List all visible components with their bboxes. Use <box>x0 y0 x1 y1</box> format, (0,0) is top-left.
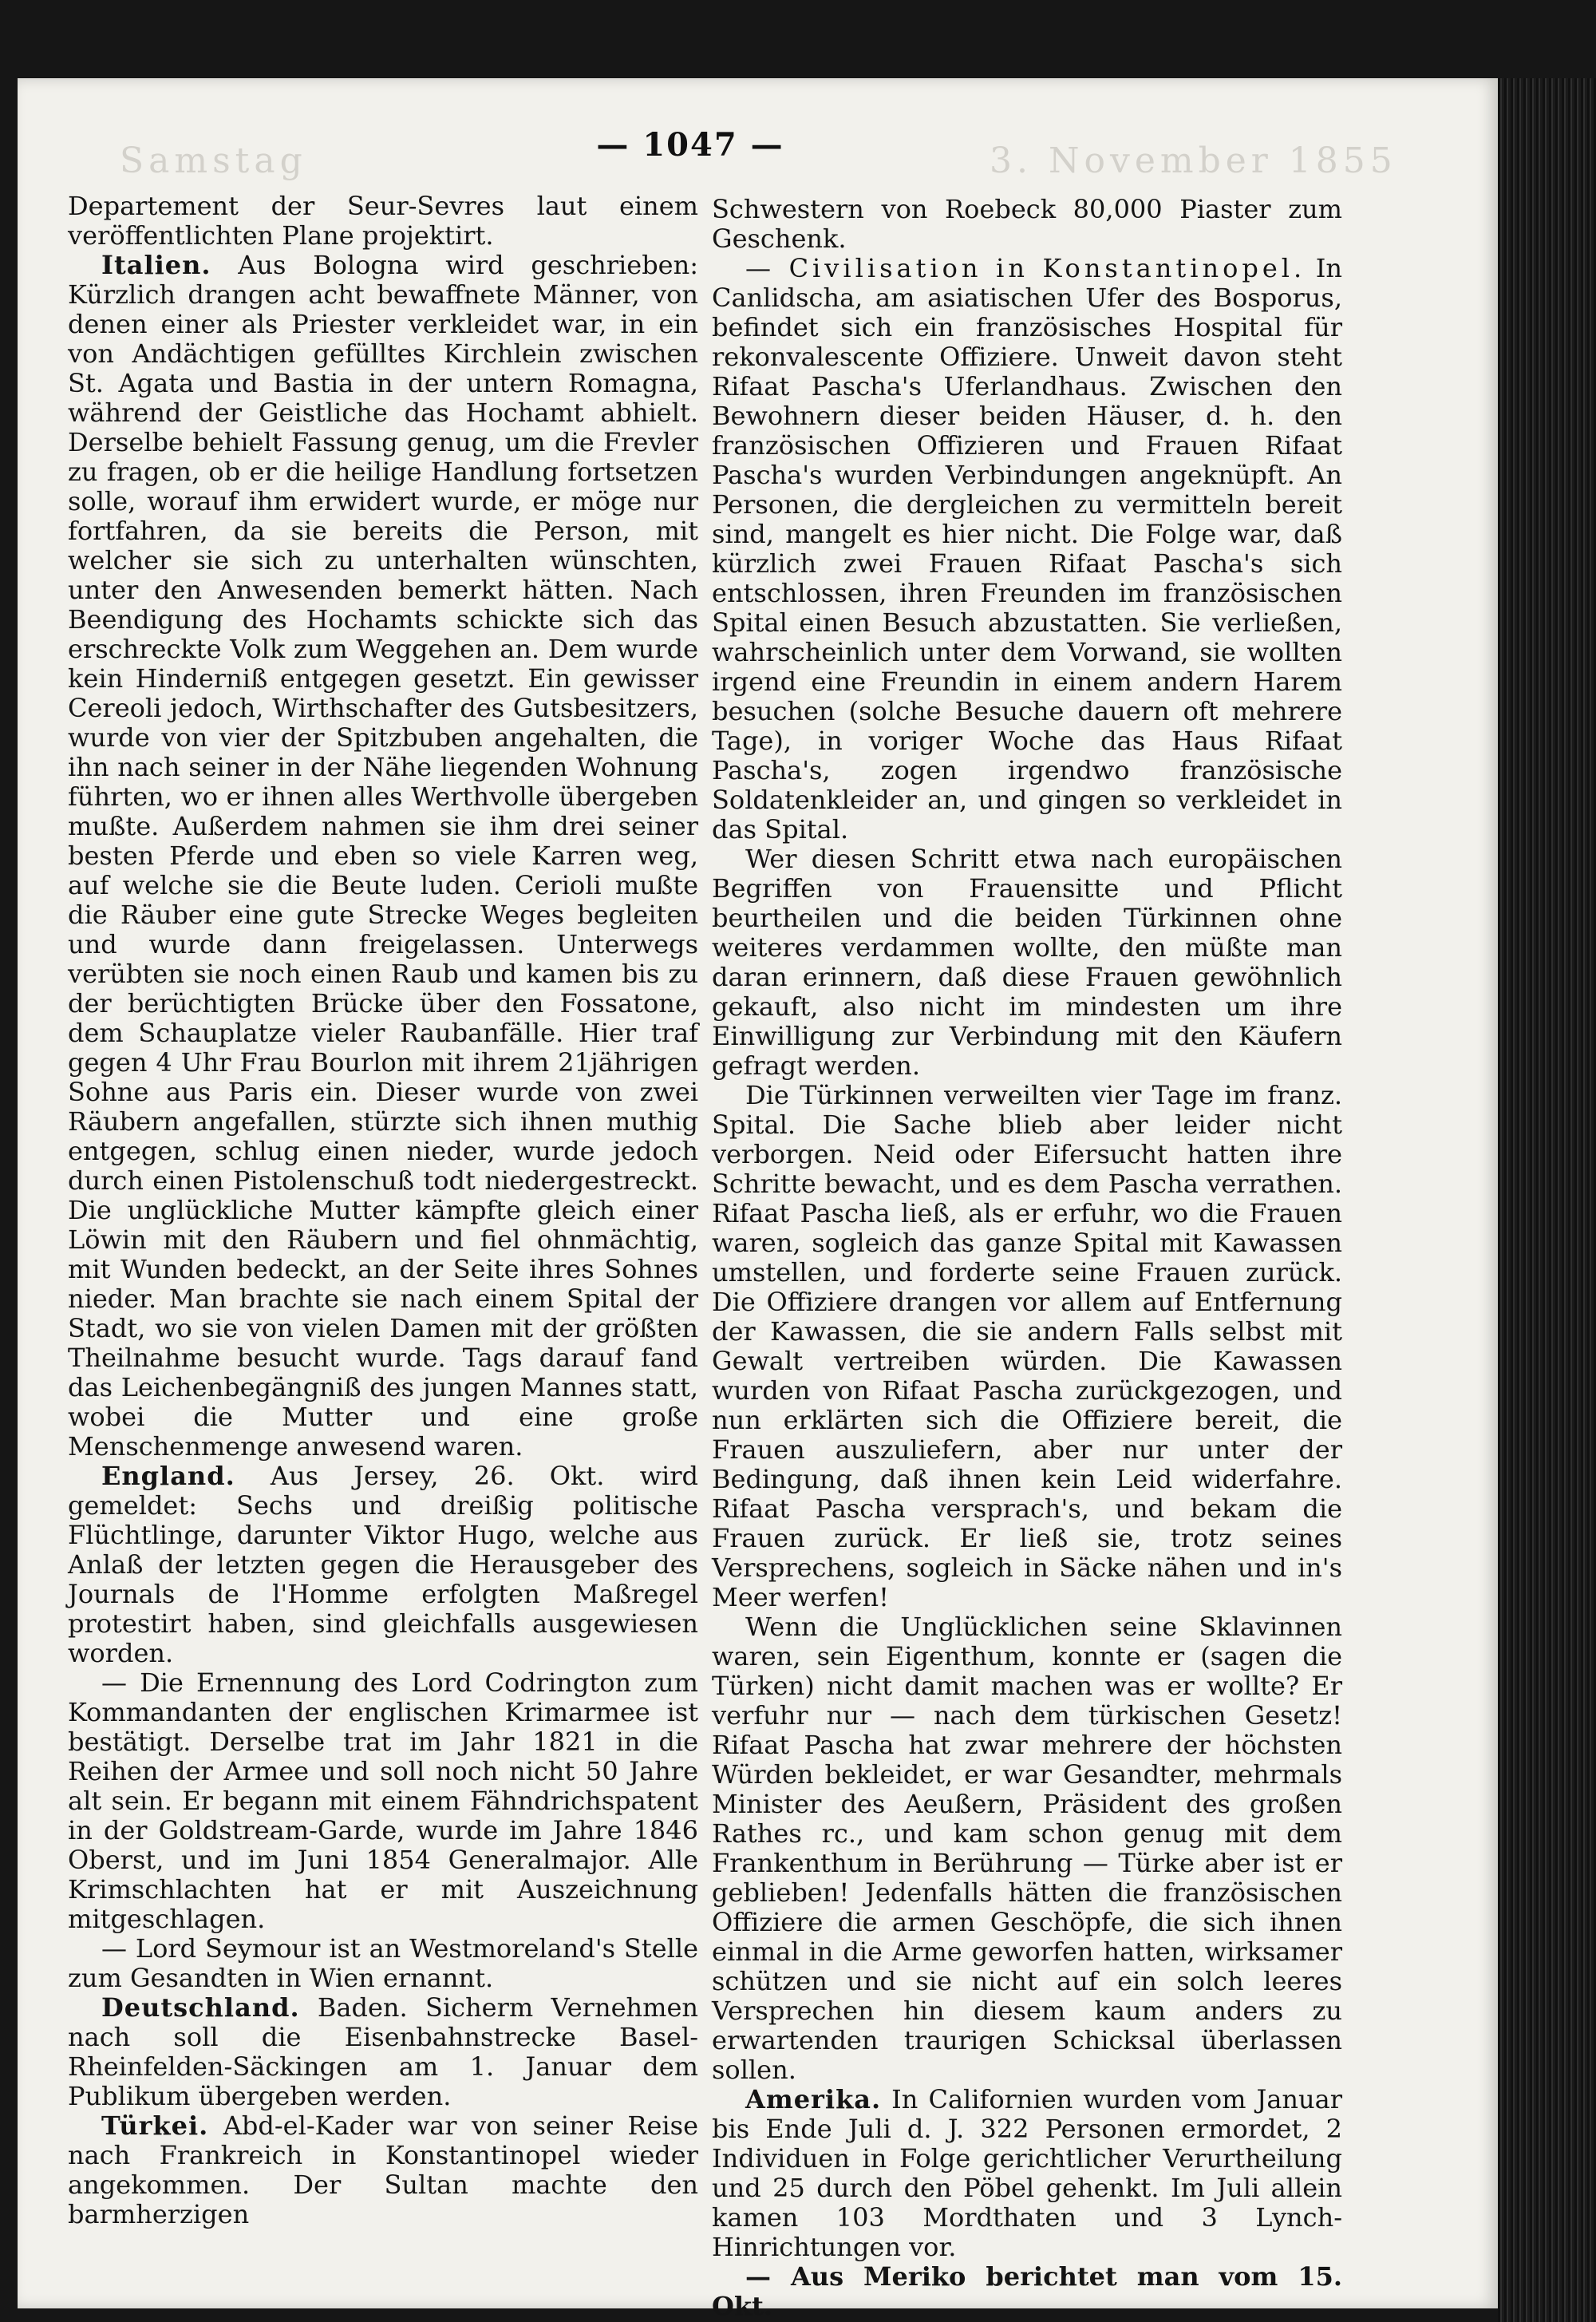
paragraph: Die Türkinnen verweilten vier Tage im franz. Spital. Die Sache blieb aber leider nicht verborgen. Neid oder Eifersucht hatten ihre Schritte bewacht, und es dem Pascha verrathen. Rifaat Pascha ließ, als er erfuhr, wo die Frauen waren, sogleich das ganze Spital mit Kawassen umstellen, und forderte seine Frauen zurück. Die Offiziere drangen vor allem auf Entfernung der Kawassen, die sie andern Falls selbst mit Gewalt vertreiben würden. Die Kawassen wurden von Rifaat Pascha zurückgezogen, und nun erklärten sich die Offiziere bereit, die Frauen auszuliefern, aber nur unter der Bedingung, daß ihnen kein Leid widerfahre. Rifaat Pascha versprach's, und bekam die Frauen zurück. Er ließ sie, trotz seines Versprechens, sogleich in Säcke nähen und in's Meer werfen! <box>712 1080 1342 1612</box>
article-england <box>68 1462 698 1668</box>
paragraph: — Aus Meriko berichtet man vom 15. Okt. <box>712 2261 1342 2321</box>
article-civilisation <box>712 254 1342 845</box>
right-column <box>712 195 1342 2321</box>
article-text: In Canlidscha, am asiatischen Ufer des Bosporus, befindet sich ein französisches Hospital für rekonvalescente Offiziere. Unweit davon steht Rifaat Pascha's Uferlandhaus. Zwischen den Bewohnern dieser beiden Häuser, d. h. den französischen Offizieren und Frauen Rifaat Pascha's wurden Verbindungen angeknüpft. An Personen, die dergleichen zu vermitteln bereit sind, mangelt es hier nicht. Die Folge war, daß kürzlich zwei Frauen Rifaat Pascha's sich entschlossen, ihren Freunden im französischen Spital einen Besuch abzustatten. Sie verließen, wahrscheinlich unter dem Vorwand, sie wollten irgend eine Freundin in einem andern Harem besuchen (solche Besuche dauern oft mehrere Tage), in voriger Woche das Haus Rifaat Pascha's, zogen irgendwo französische Soldatenkleider an, und gingen so verkleidet in das Spital. <box>712 253 1342 845</box>
article-text: Abd-el-Kader war von seiner Reise nach Frankreich in Konstantinopel wieder angekommen. Der Sultan machte den barmherzigen <box>68 2110 698 2229</box>
section-heading-deutschland: Deutschland. <box>101 1992 300 2023</box>
paragraph: — Lord Seymour ist an Westmoreland's Stelle zum Gesandten in Wien ernannt. <box>68 1933 698 1993</box>
bleed-through-text-right: 3. November 1855 <box>990 140 1397 181</box>
article-text: Baden. Sicherm Vernehmen nach soll die Eisenbahnstrecke Basel-Rheinfelden-Säckingen am 1. Januar dem Publikum übergeben werden. <box>68 1992 698 2111</box>
section-heading-civilisation: — Civilisation in Konstantinopel. <box>745 253 1306 283</box>
paragraph: Wer diesen Schritt etwa nach europäischen Begriffen von Frauensitte und Pflicht beurtheilen und die beiden Türkinnen ohne weiteres verdammen wollte, den müßte man daran erinnern, daß diese Frauen gewöhnlich gekauft, also nicht im mindesten um ihre Einwilligung zur Verbindung mit den Käufern gefragt werden. <box>712 844 1342 1081</box>
article-amerika <box>712 2085 1342 2262</box>
section-heading-england: England. <box>101 1461 235 1491</box>
page-number: — 1047 — <box>596 126 784 164</box>
paragraph: Departement der Seur-Sevres laut einem veröffentlichten Plane projektirt. <box>68 191 698 251</box>
article-italien <box>68 251 698 1462</box>
bleed-through-text-left: Samstag <box>120 140 307 181</box>
paragraph: — Die Ernennung des Lord Codrington zum Kommandanten der englischen Krimarmee ist bestätigt. Derselbe trat im Jahr 1821 in die Reihen der Armee und soll noch nicht 50 Jahre alt sein. Er begann mit einem Fähndrichspatent in der Goldstream-Garde, wurde im Jahre 1846 Oberst, und im Juni 1854 Generalmajor. Alle Krimschlachten hat er mit Auszeichnung mitgeschlagen. <box>68 1667 698 1934</box>
section-heading-amerika: Amerika. <box>745 2084 882 2114</box>
book-page-edges <box>1498 78 1596 2322</box>
paragraph: Schwestern von Roebeck 80,000 Piaster zum Geschenk. <box>712 194 1342 254</box>
article-text: Aus Bologna wird geschrieben: Kürzlich drangen acht bewaffnete Männer, von denen einer als Priester verkleidet war, in ein von Andächtigen gefülltes Kirchlein zwischen St. Agata und Bastia in der untern Romagna, während der Geistliche das Hochamt abhielt. Derselbe behielt Fassung genug, um die Frevler zu fragen, ob er die heilige Handlung fortsetzen solle, worauf ihm erwidert wurde, er möge nur fortfahren, da sie bereits die Person, mit welcher sie sich zu unterhalten wünschten, unter den Anwesenden bemerkt hätten. Nach Beendigung des Hochamts schickte sich das erschreckte Volk zum Weggehen an. Dem wurde kein Hinderniß entgegen gesetzt. Ein gewisser Cereoli jedoch, Wirthschafter des Gutsbesitzers, wurde von vier der Spitzbuben angehalten, die ihn nach seiner in der Nähe liegenden Wohnung führten, wo er ihnen alles Werthvolle übergeben mußte. Außerdem nahmen sie ihm drei seiner besten Pferde und eben so viele Karren weg, auf welche sie die Beute luden. Cerioli mußte die Räuber eine gute Strecke Weges begleiten und wurde dann freigelassen. Unterwegs verübten sie noch einen Raub und kamen bis zu der berüchtigten Brücke über den Fossatone, dem Schauplatze vieler Raubanfälle. Hier traf gegen 4 Uhr Frau Bourlon mit ihrem 21jährigen Sohne aus Paris ein. Dieser wurde von zwei Räubern angefallen, stürzte sich ihnen muthig entgegen, schlug einen nieder, wurde jedoch durch einen Pistolenschuß todt niedergestreckt. Die unglückliche Mutter kämpfte gleich einer Löwin mit den Räubern und fiel ohnmächtig, mit Wunden bedeckt, an der Seite ihres Sohnes nieder. Man brachte sie nach einem Spital der Stadt, wo sie von vielen Damen mit der größten Theilnahme besucht wurde. Tags darauf fand das Leichenbegängniß des jungen Mannes statt, wobei die Mutter und eine große Menschenmenge anwesend waren. <box>68 250 698 1462</box>
section-heading-italien: Italien. <box>101 250 211 280</box>
section-heading-tuerkei: Türkei. <box>101 2110 209 2141</box>
left-column <box>68 192 698 2229</box>
article-text: Aus Jersey, 26. Okt. wird gemeldet: Sechs und dreißig politische Flüchtlinge, darunter Viktor Hugo, welche aus Anlaß der letzten gegen die Herausgeber des Journals de l'Homme erfolgten Maßregel protestirt haben, sind gleichfalls ausgewiesen worden. <box>68 1461 698 1668</box>
paragraph: Wenn die Unglücklichen seine Sklavinnen waren, sein Eigenthum, konnte er (sagen die Türken) nicht damit machen was er wollte? Er verfuhr nur — nach dem türkischen Gesetz! Rifaat Pascha hat zwar mehrere der höchsten Würden bekleidet, er war Gesandter, mehrmals Minister des Aeußern, Präsident des großen Rathes rc., und kam schon genug mit dem Frankenthum in Berührung — Türke aber ist er geblieben! Jedenfalls hätten die französischen Offiziere die armen Geschöpfe, die sich ihnen einmal in die Arme geworfen hatten, wirksamer schützen und sie nicht auf ein solch leeres Versprechen hin diesem kaum anders zu erwartenden traurigen Schicksal überlassen sollen. <box>712 1612 1342 2085</box>
article-text: In Californien wurden vom Januar bis Ende Juli d. J. 322 Personen ermordet, 2 Individuen in Folge gerichtlicher Verurtheilung und 25 durch den Pöbel gehenkt. Im Juli allein kamen 103 Mordthaten und 3 Lynch-Hinrichtungen vor. <box>712 2084 1342 2262</box>
article-tuerkei <box>68 2111 698 2229</box>
article-deutschland <box>68 1993 698 2111</box>
